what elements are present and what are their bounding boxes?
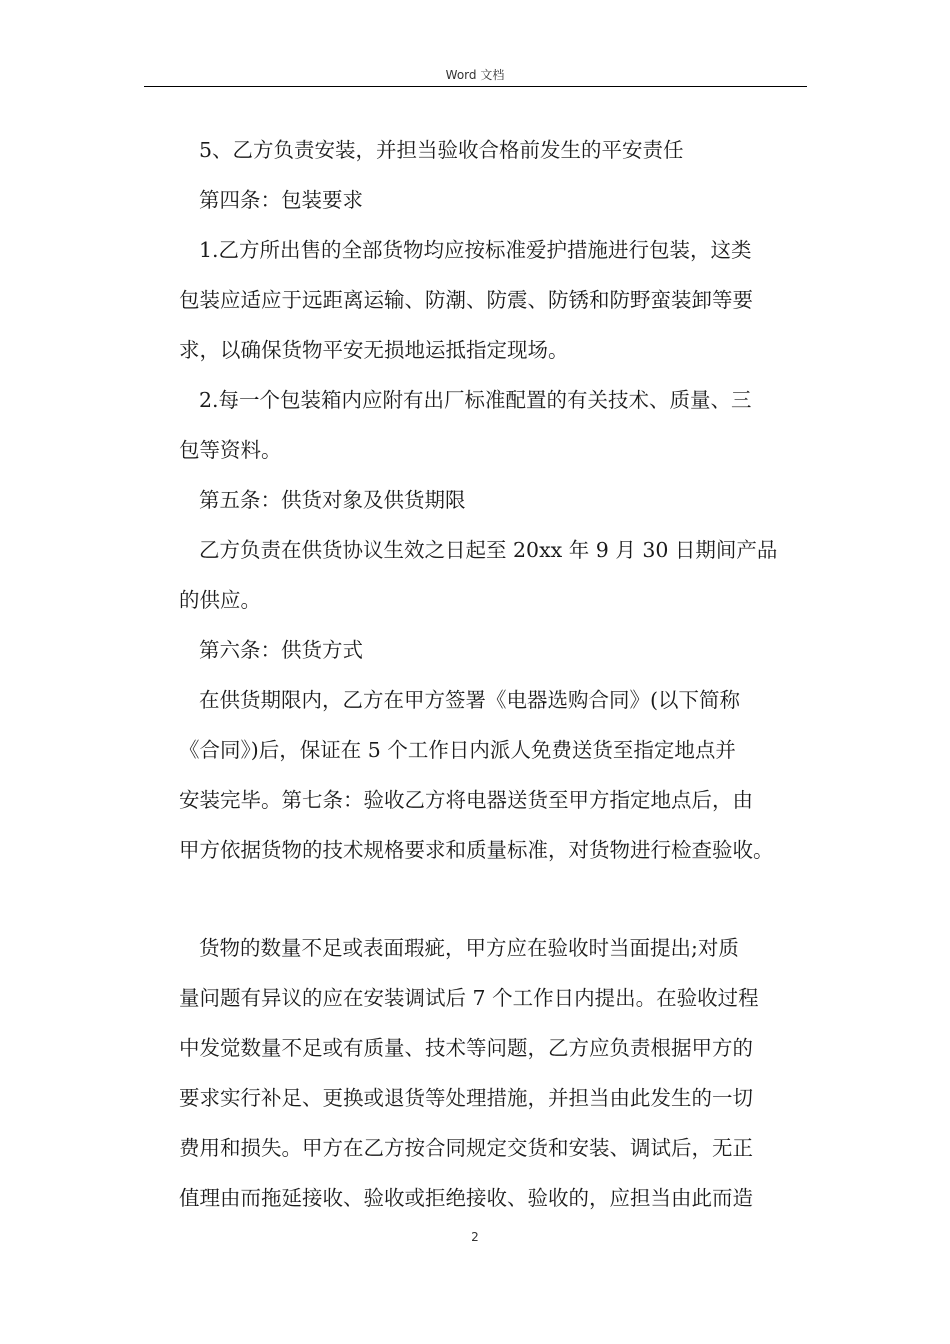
paragraph-line: 安装完毕。第七条：验收乙方将电器送货至甲方指定地点后，由 [179, 788, 753, 812]
paragraph-line: 货物的数量不足或表面瑕疵，甲方应在验收时当面提出;对质 [199, 936, 739, 960]
paragraph-line: 求，以确保货物平安无损地运抵指定现场。 [179, 338, 569, 362]
paragraph-line: 的供应。 [179, 588, 261, 612]
paragraph-line: 要求实行补足、更换或退货等处理措施，并担当由此发生的一切 [179, 1086, 753, 1110]
paragraph-line: 量问题有异议的应在安装调试后 7 个工作日内提出。在验收过程 [179, 986, 759, 1010]
section-heading: 第四条：包装要求 [199, 188, 363, 212]
paragraph-line: 乙方负责在供货协议生效之日起至 20xx 年 9 月 30 日期间产品 [199, 538, 778, 562]
paragraph-line: 中发觉数量不足或有质量、技术等问题，乙方应负责根据甲方的 [179, 1036, 753, 1060]
section-heading: 第五条：供货对象及供货期限 [199, 488, 466, 512]
paragraph-line: 在供货期限内，乙方在甲方签署《电器选购合同》(以下简称 [199, 688, 740, 712]
paragraph-line: 《合同》)后，保证在 5 个工作日内派人免费送货至指定地点并 [179, 738, 736, 762]
paragraph-line: 甲方依据货物的技术规格要求和质量标准，对货物进行检查验收。 [179, 838, 774, 862]
paragraph-line: 值理由而拖延接收、验收或拒绝接收、验收的，应担当由此而造 [179, 1186, 753, 1210]
paragraph-line: 包装应适应于远距离运输、防潮、防震、防锈和防野蛮装卸等要 [179, 288, 753, 312]
page-header: Word 文档 [445, 68, 505, 82]
section-heading: 第六条：供货方式 [199, 638, 363, 662]
paragraph-line: 2.每一个包装箱内应附有出厂标准配置的有关技术、质量、三 [199, 388, 752, 412]
header-divider [144, 86, 807, 87]
paragraph-line: 费用和损失。甲方在乙方按合同规定交货和安装、调试后，无正 [179, 1136, 753, 1160]
page-number: 2 [471, 1230, 479, 1244]
paragraph-line: 包等资料。 [179, 438, 282, 462]
paragraph-line: 1.乙方所出售的全部货物均应按标准爱护措施进行包装，这类 [199, 238, 752, 262]
paragraph-line: 5、乙方负责安装，并担当验收合格前发生的平安责任 [199, 138, 684, 162]
